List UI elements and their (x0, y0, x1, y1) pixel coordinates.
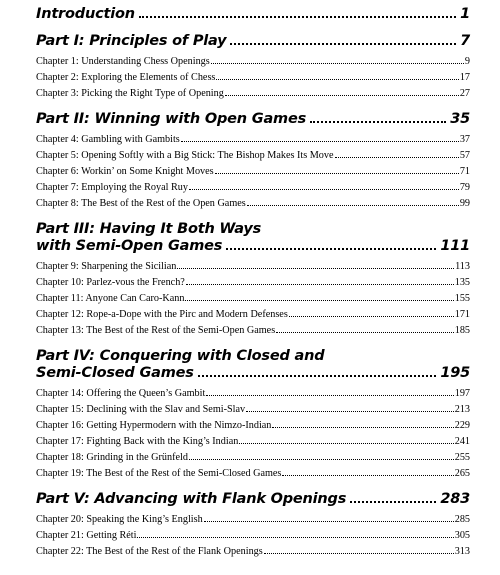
dot-leader (204, 521, 454, 522)
dot-leader (350, 501, 436, 503)
part-title-line2: Semi-Closed Games (36, 365, 194, 381)
page-number: 111 (440, 238, 470, 254)
page-number: 195 (440, 365, 470, 381)
toc-chapter-17[interactable] (36, 434, 470, 450)
dot-leader (189, 459, 454, 460)
dot-leader (198, 375, 437, 377)
chapter-title: Chapter 4: Gambling with Gambits (36, 134, 180, 145)
toc-chapter-4[interactable] (36, 132, 470, 148)
page-number: 35 (450, 111, 470, 127)
part-title: Part II: Winning with Open Games (36, 111, 307, 127)
page-number: 99 (459, 198, 470, 209)
toc-part-5[interactable] (36, 491, 470, 508)
page-number: 265 (454, 468, 470, 479)
dot-leader (137, 537, 453, 538)
chapter-title: Chapter 21: Getting Réti (36, 530, 137, 541)
page-number: 171 (454, 309, 470, 320)
toc-chapter-13[interactable] (36, 323, 470, 339)
dot-leader (247, 205, 459, 206)
page-number: 241 (454, 436, 470, 447)
part-title-line2: with Semi-Open Games (36, 238, 223, 254)
page-number: 313 (454, 546, 470, 557)
dot-leader (225, 95, 459, 96)
toc-chapter-18[interactable] (36, 450, 470, 466)
chapter-title: Chapter 3: Picking the Right Type of Opening (36, 88, 224, 99)
dot-leader (272, 427, 453, 428)
dot-leader (289, 316, 454, 317)
page-number: 57 (459, 150, 470, 161)
dot-leader (226, 248, 436, 250)
toc-chapter-20[interactable] (36, 512, 470, 528)
chapter-title: Chapter 13: The Best of the Rest of the Semi-Open Games (36, 325, 276, 336)
page-number: 9 (464, 56, 470, 67)
table-of-contents (36, 6, 470, 560)
page-number: 27 (459, 88, 470, 99)
toc-chapter-1[interactable] (36, 54, 470, 70)
toc-chapter-11[interactable] (36, 291, 470, 307)
dot-leader (177, 268, 454, 269)
toc-part-2[interactable] (36, 111, 470, 128)
toc-entry-introduction[interactable] (36, 6, 470, 23)
chapter-title: Chapter 22: The Best of the Rest of the Flank Openings (36, 546, 263, 557)
toc-chapter-21[interactable] (36, 528, 470, 544)
dot-leader (282, 475, 453, 476)
page-number: 113 (455, 261, 470, 272)
part-title: Part I: Principles of Play (36, 33, 227, 49)
toc-chapter-19[interactable] (36, 466, 470, 482)
chapter-title: Chapter 11: Anyone Can Caro-Kann (36, 293, 185, 304)
page-number: 213 (454, 404, 470, 415)
chapter-title: Chapter 16: Getting Hypermodern with the Nimzo-Indian (36, 420, 272, 431)
chapter-title: Chapter 15: Declining with the Slav and Semi-Slav (36, 404, 246, 415)
chapter-title: Chapter 18: Grinding in the Grünfeld (36, 452, 188, 463)
dot-leader (246, 411, 454, 412)
chapter-title: Chapter 17: Fighting Back with the King’s Indian (36, 436, 239, 447)
chapter-title: Chapter 2: Exploring the Elements of Chess (36, 72, 216, 83)
toc-chapter-5[interactable] (36, 148, 470, 164)
part-title-line1: Part III: Having It Both Ways (36, 221, 262, 237)
toc-chapter-6[interactable] (36, 164, 470, 180)
page-number: 135 (454, 277, 470, 288)
page-number: 305 (454, 530, 470, 541)
page-number: 155 (454, 293, 470, 304)
toc-chapter-16[interactable] (36, 418, 470, 434)
chapter-title: Chapter 8: The Best of the Rest of the Open Games (36, 198, 246, 209)
toc-chapter-14[interactable] (36, 386, 470, 402)
toc-part-1[interactable] (36, 33, 470, 50)
dot-leader (216, 79, 458, 80)
dot-leader (211, 63, 464, 64)
chapter-title: Chapter 12: Rope-a-Dope with the Pirc and Modern Defenses (36, 309, 288, 320)
toc-chapter-15[interactable] (36, 402, 470, 418)
chapter-title: Chapter 7: Employing the Royal Ruy (36, 182, 188, 193)
page-number: 71 (459, 166, 470, 177)
toc-chapter-22[interactable] (36, 544, 470, 560)
dot-leader (139, 16, 456, 18)
toc-part-3[interactable] (36, 221, 470, 255)
toc-chapter-3[interactable] (36, 86, 470, 102)
page-number: 255 (454, 452, 470, 463)
toc-part-4[interactable] (36, 348, 470, 382)
chapter-title: Chapter 6: Workin’ on Some Knight Moves (36, 166, 214, 177)
toc-chapter-2[interactable] (36, 70, 470, 86)
chapter-title: Chapter 14: Offering the Queen’s Gambit (36, 388, 206, 399)
page-number: 185 (454, 325, 470, 336)
chapter-title: Chapter 10: Parlez-vous the French? (36, 277, 185, 288)
page-number: 7 (460, 33, 470, 49)
dot-leader (264, 553, 454, 554)
dot-leader (276, 332, 454, 333)
chapter-title: Chapter 19: The Best of the Rest of the Semi-Closed Games (36, 468, 282, 479)
dot-leader (215, 173, 459, 174)
chapter-title: Chapter 5: Opening Softly with a Big Stick: The Bishop Makes Its Move (36, 150, 334, 161)
part-title-line1: Part IV: Conquering with Closed and (36, 348, 325, 364)
chapter-title: Chapter 1: Understanding Chess Openings (36, 56, 210, 67)
dot-leader (186, 284, 454, 285)
page-number: 37 (459, 134, 470, 145)
toc-chapter-12[interactable] (36, 307, 470, 323)
page-number: 229 (454, 420, 470, 431)
toc-chapter-8[interactable] (36, 196, 470, 212)
toc-chapter-9[interactable] (36, 259, 470, 275)
page-number: 17 (459, 72, 470, 83)
page-number: 285 (454, 514, 470, 525)
dot-leader (185, 300, 453, 301)
dot-leader (310, 121, 446, 123)
dot-leader (206, 395, 453, 396)
page-number: 1 (460, 6, 470, 22)
dot-leader (189, 189, 459, 190)
page-number: 79 (459, 182, 470, 193)
dot-leader (230, 43, 456, 45)
part-title: Introduction (36, 6, 135, 22)
dot-leader (181, 141, 459, 142)
part-title: Part V: Advancing with Flank Openings (36, 491, 347, 507)
dot-leader (239, 443, 453, 444)
toc-chapter-10[interactable] (36, 275, 470, 291)
chapter-title: Chapter 20: Speaking the King’s English (36, 514, 203, 525)
page-number: 283 (440, 491, 470, 507)
page-number: 197 (454, 388, 470, 399)
dot-leader (335, 157, 459, 158)
toc-chapter-7[interactable] (36, 180, 470, 196)
chapter-title: Chapter 9: Sharpening the Sicilian (36, 261, 177, 272)
